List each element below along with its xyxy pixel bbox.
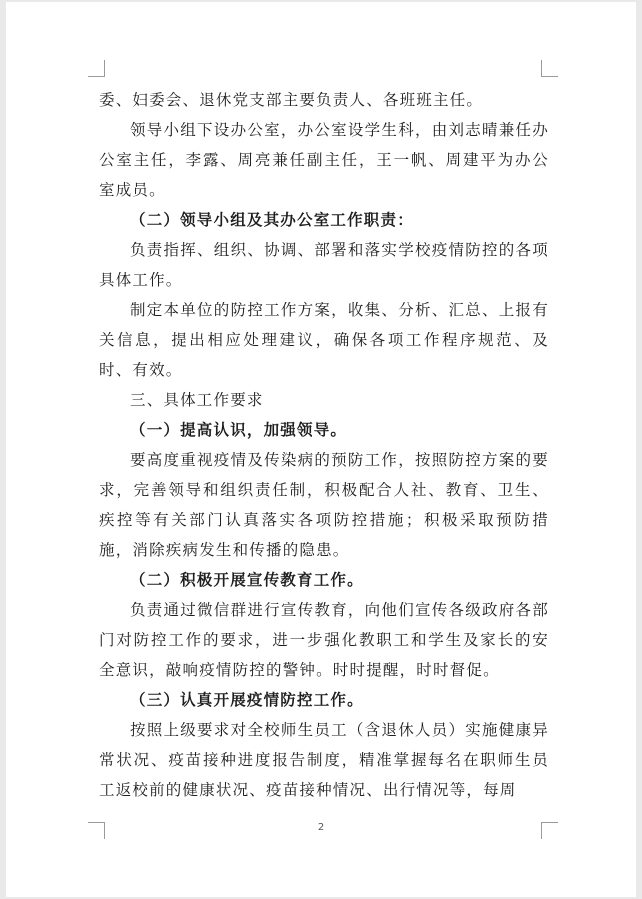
crop-mark-top-left xyxy=(88,60,105,77)
subheading: （二）领导小组及其办公室工作职责： xyxy=(130,210,414,229)
paragraph: 委、妇委会、退休党支部主要负责人、各班班主任。 xyxy=(99,91,484,109)
paragraph: 要高度重视疫情及传染病的预防工作，按照防控方案的要求，完善领导和组织责任制，积极配合人社、教育、卫生、疾控等有关部门认真落实各项防控措施；积极采取预防措施，消除疾病发生和传播的隐患。 xyxy=(99,451,549,559)
paragraph: 负责指挥、组织、协调、部署和落实学校疫情防控的各项具体工作。 xyxy=(99,241,549,289)
section-heading: 三、具体工作要求 xyxy=(130,391,264,409)
subheading: （二）积极开展宣传教育工作。 xyxy=(130,570,364,589)
document-body xyxy=(99,85,549,805)
paragraph: 制定本单位的防控工作方案，收集、分析、汇总、上报有关信息，提出相应处理建议，确保各项工作程序规范、及时、有效。 xyxy=(99,301,549,379)
paragraph: 负责通过微信群进行宣传教育，向他们宣传各级政府各部门对防控工作的要求，进一步强化教职工和学生及家长的安全意识，敲响疫情防控的警钟。时时提醒，时时督促。 xyxy=(99,601,549,679)
document-page xyxy=(6,2,636,897)
paragraph: 领导小组下设办公室，办公室设学生科，由刘志晴兼任办公室主任，李露、周亮兼任副主任，王一帆、周建平为办公室成员。 xyxy=(99,121,549,199)
page-number: 2 xyxy=(317,822,325,833)
subheading: （三）认真开展疫情防控工作。 xyxy=(130,690,364,709)
paragraph: 按照上级要求对全校师生员工（含退休人员）实施健康异常状况、疫苗接种进度报告制度，精准掌握每名在职师生员工返校前的健康状况、疫苗接种情况、出行情况等，每周 xyxy=(99,721,549,799)
subheading: （一）提高认识，加强领导。 xyxy=(130,420,348,439)
crop-mark-top-right xyxy=(541,60,558,77)
